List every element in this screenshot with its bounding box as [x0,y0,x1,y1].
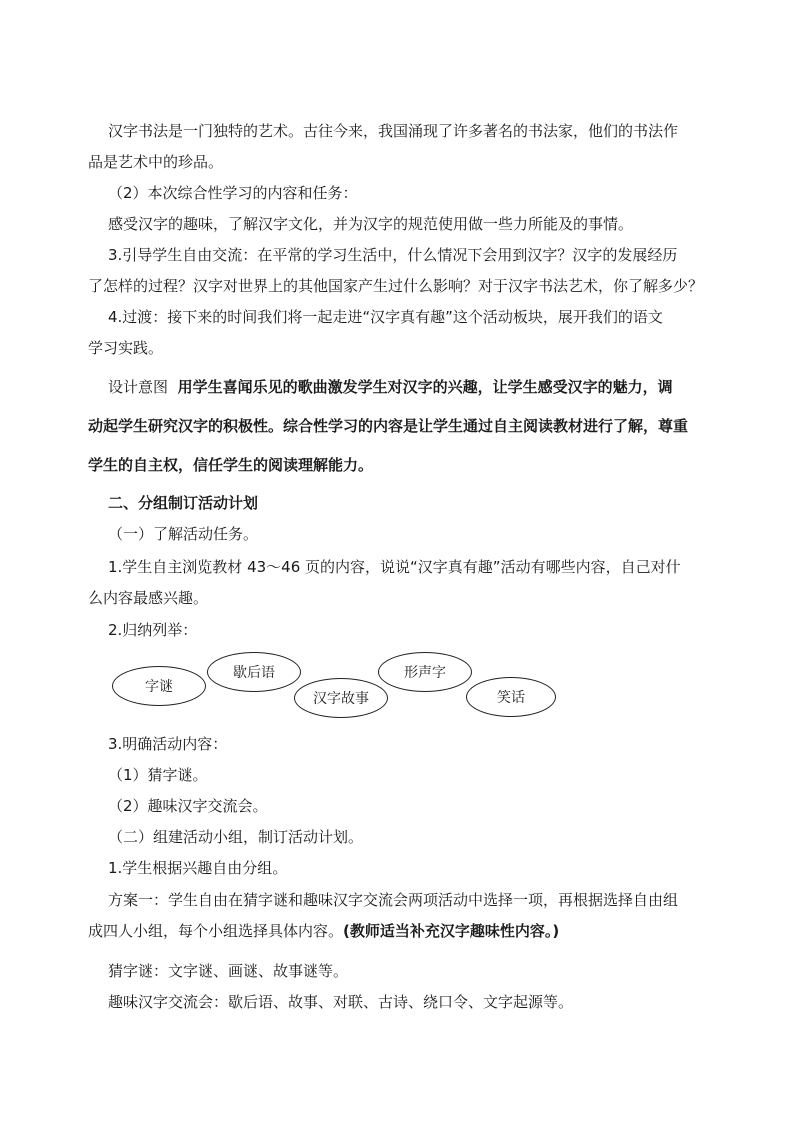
design-intent-line-1 [108,376,720,398]
oval-xiehouyu: 歇后语 [207,652,301,692]
oval-riddle: 字谜 [112,666,206,706]
plan-teacher-note: (教师适当补充汉字趣味性内容。) [343,922,560,940]
item-3b: （2）趣味汉字交流会。 [108,797,268,815]
design-intent-line-3: 学生的自主权，信任学生的阅读理解能力。 [88,456,374,474]
step4-line-1: 4.过渡：接下来的时间我们将一起走进“汉字真有趣”这个活动板块，展开我们的语文 [108,308,663,326]
content-task-body: 感受汉字的趣味，了解汉字文化，并为汉字的规范使用做一些力所能及的事情。 [108,215,634,233]
plan-line-2 [88,920,720,942]
plan-line-2-text: 成四人小组，每个小组选择具体内容。 [88,922,344,940]
step3-line-1: 3.引导学生自由交流：在平常的学习生活中，什么情况下会用到汉字？汉字的发展经历 [108,246,678,264]
group-item-1: 1.学生根据兴趣自由分组。 [108,859,288,877]
section-2-title: 二、分组制订活动计划 [108,494,259,512]
plan-line-1: 方案一：学生自由在猜字谜和趣味汉字交流会两项活动中选择一项，再根据选择自由组 [108,891,679,909]
content-task-heading: （2）本次综合性学习的内容和任务： [108,184,358,202]
item-1-line-2: 么内容最感兴趣。 [88,589,209,607]
design-intent-label: 设计意图 [108,378,169,396]
item-3a: （1）猜字谜。 [108,766,208,784]
exchange-content: 趣味汉字交流会：歇后语、故事、对联、古诗、绕口令、文字起源等。 [108,993,574,1011]
step3-line-2: 了怎样的过程？汉字对世界上的其他国家产生过什么影响？对于汉字书法艺术，你了解多少？ [88,277,704,295]
oval-phonetic-character: 形声字 [378,652,472,692]
item-2: 2.归纳列举： [108,621,198,639]
section-2-sub-1: （一）了解活动任务。 [108,525,259,543]
intro-line-2: 品是艺术中的珍品。 [88,153,224,171]
design-intent-text-1: 用学生喜闻乐见的歌曲激发学生对汉字的兴趣，让学生感受汉字的魅力，调 [177,378,673,396]
oval-character-story: 汉字故事 [294,678,388,718]
design-intent-line-2: 动起学生研究汉字的积极性。综合性学习的内容是让学生通过自主阅读教材进行了解，尊重 [88,417,689,435]
item-3: 3.明确活动内容： [108,735,228,753]
section-2-sub-2: （二）组建活动小组，制订活动计划。 [108,828,364,846]
step4-line-2: 学习实践。 [88,339,164,357]
intro-line-1: 汉字书法是一门独特的艺术。古往今来，我国涌现了许多著名的书法家，他们的书法作 [108,122,679,140]
oval-joke: 笑话 [466,677,556,717]
riddle-types: 猜字谜：文字谜、画谜、故事谜等。 [108,962,349,980]
category-ovals-diagram [112,652,562,718]
item-1-line-1: 1.学生自主浏览教材 43～46 页的内容，说说“汉字真有趣”活动有哪些内容，自己对什 [108,558,681,576]
